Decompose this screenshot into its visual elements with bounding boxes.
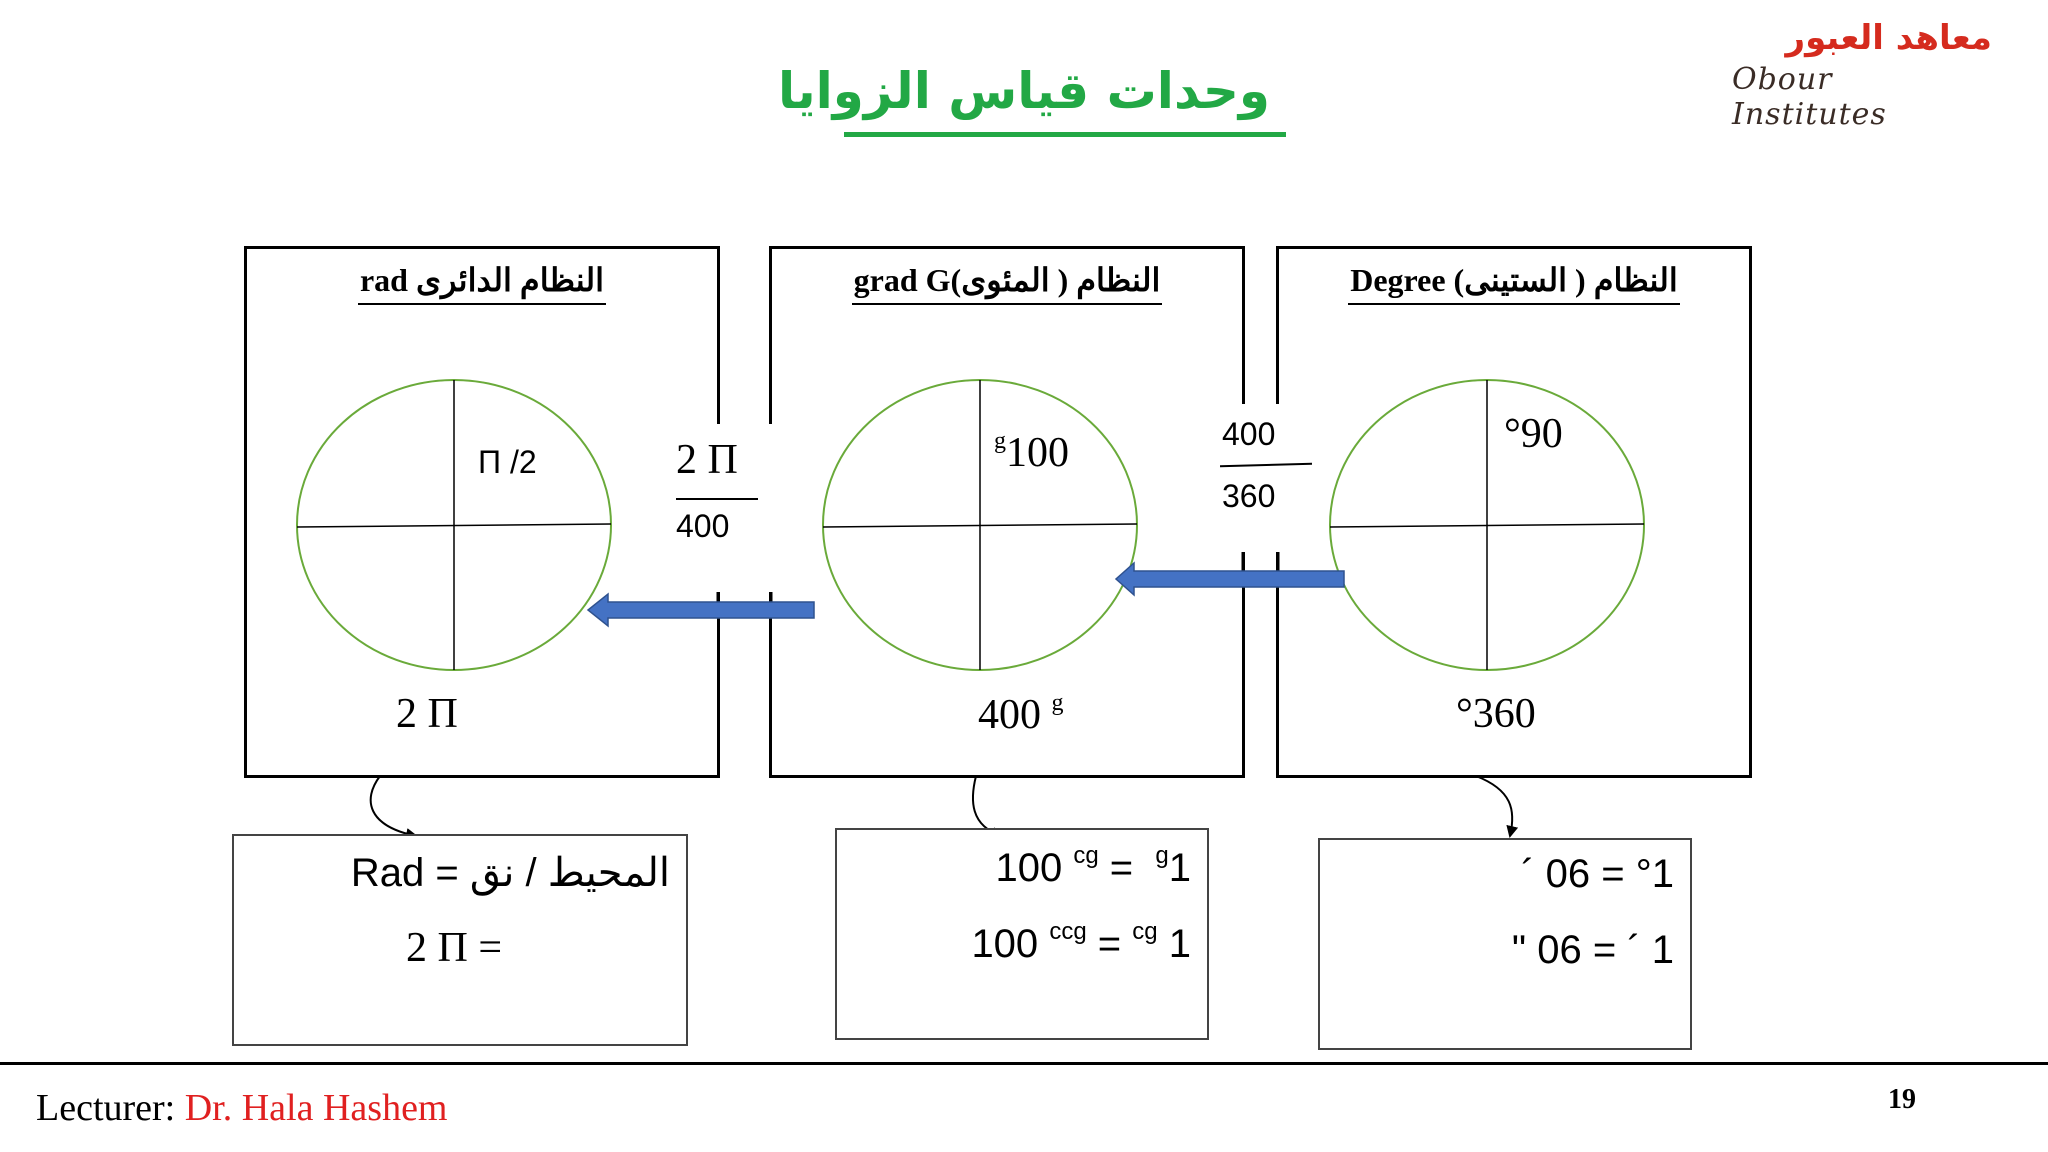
rad-equations-box [232, 834, 688, 1046]
logo-arabic-text: معاهد العبور [1785, 18, 1992, 58]
degree-system-title: Degree (الستينى ) النظام [1279, 261, 1749, 305]
degree-circle [1330, 380, 1644, 670]
footer-rule [0, 1062, 2048, 1065]
slide-title: وحدات قياس الزوايا [778, 62, 1270, 120]
grad-circle [823, 380, 1137, 670]
grad-quarter-value: $^g$100 [994, 428, 1069, 476]
grad-equation-1: 100 $^{cg}$ = $^g$1 [995, 842, 1191, 890]
grad-equations-box [835, 828, 1209, 1040]
lecturer-label: Lecturer: [36, 1087, 185, 1129]
rad-quarter-value: Π /2 [478, 444, 537, 480]
ratio-grad-degree-top: 400 [1222, 416, 1276, 452]
degree-equation-1: 1° = 60 ´ [1521, 852, 1674, 896]
degree-equations-box [1318, 838, 1692, 1050]
degree-equation-2: 1 ´ = 60 " [1511, 928, 1674, 972]
degree-quarter-value: °90 [1504, 411, 1563, 457]
logo-english-text: Obour Institutes [1732, 62, 1887, 132]
rad-equation-1: المحيط / نق = Rad [350, 851, 670, 895]
ratio-grad-degree-bottom: 360 [1222, 478, 1276, 514]
page-number: 19 [1888, 1084, 1916, 1115]
grad-system-title: grad G(المئوى ) النظام [772, 261, 1242, 305]
ratio-rad-grad-top: 2 Π [676, 437, 738, 483]
grad-equation-2: 100 $^{ccg}$ = $^{cg}$ 1 [971, 918, 1191, 966]
grad-full-value: 400 $^g$ [978, 690, 1064, 738]
connector-arrows [371, 776, 1513, 836]
degree-full-value: °360 [1456, 691, 1536, 737]
rad-circle [297, 380, 611, 670]
grad-to-rad-arrow [588, 594, 814, 626]
ratio-rad-grad-line [676, 498, 758, 500]
rad-full-value: 2 Π [396, 691, 458, 737]
rad-system-title: rad النظام الدائرى [247, 261, 717, 305]
ratio-rad-grad-bottom: 400 [676, 508, 730, 544]
lecturer-name: Dr. Hala Hashem [184, 1087, 448, 1129]
degree-to-grad-arrow [1116, 563, 1344, 595]
footer-lecturer [36, 1086, 448, 1130]
rad-equation-2: 2 Π = [406, 925, 503, 971]
